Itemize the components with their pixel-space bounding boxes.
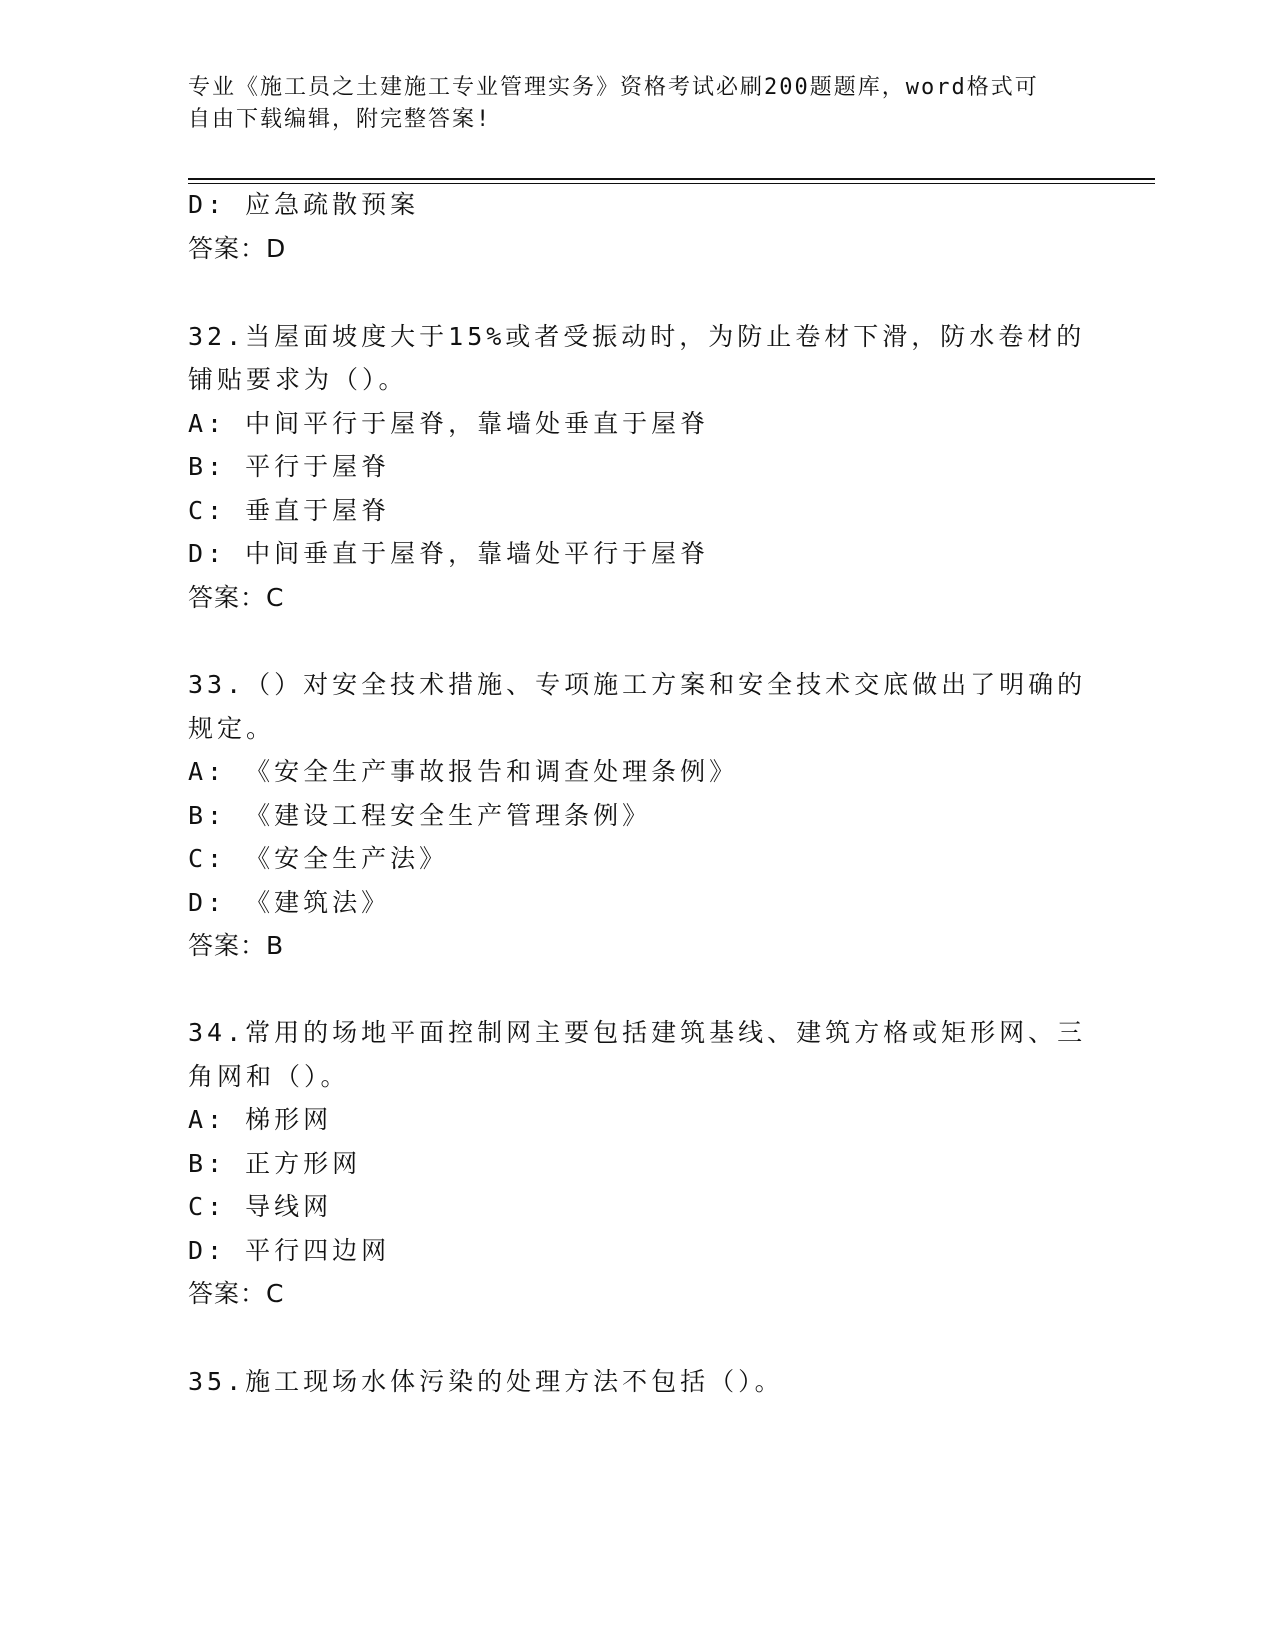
q34-option-c: C: 导线网 — [188, 1192, 333, 1221]
q33-option-c: C: 《安全生产法》 — [188, 844, 449, 873]
q34-stem-line-2: 角网和（）。 — [188, 1062, 350, 1091]
q33-option-a: A: 《安全生产事故报告和调查处理条例》 — [188, 757, 739, 786]
q31-answer: 答案：D — [188, 234, 287, 263]
q34-option-a: A: 梯形网 — [188, 1105, 333, 1134]
q33-stem-line-2: 规定。 — [188, 714, 276, 743]
q33-stem-line-1: 33.（）对安全技术措施、专项施工方案和安全技术交底做出了明确的 — [188, 670, 1087, 699]
q32-option-c: C: 垂直于屋脊 — [188, 496, 391, 525]
header-rule-thin — [188, 183, 1155, 184]
q31-option-d: D: 应急疏散预案 — [188, 190, 420, 219]
header-rule-thick — [188, 178, 1155, 180]
header-line-2: 自由下载编辑，附完整答案! — [188, 107, 492, 132]
q34-option-b: B: 正方形网 — [188, 1149, 362, 1178]
q32-stem-line-1: 32.当屋面坡度大于15%或者受振动时，为防止卷材下滑，防水卷材的 — [188, 322, 1086, 351]
header-line-1: 专业《施工员之土建施工专业管理实务》资格考试必刷200题题库，word格式可 — [188, 75, 1039, 100]
q35-stem-line-1: 35.施工现场水体污染的处理方法不包括（）。 — [188, 1367, 784, 1396]
q33-option-d: D: 《建筑法》 — [188, 888, 391, 917]
document-header — [188, 72, 1088, 136]
q32-answer: 答案：C — [188, 583, 285, 612]
q33-answer: 答案：B — [188, 931, 285, 960]
q33-option-b: B: 《建设工程安全生产管理条例》 — [188, 801, 652, 830]
q32-option-b: B: 平行于屋脊 — [188, 452, 391, 481]
q34-answer: 答案：C — [188, 1279, 285, 1308]
q32-stem-line-2: 铺贴要求为（）。 — [188, 365, 408, 394]
q32-option-a: A: 中间平行于屋脊，靠墙处垂直于屋脊 — [188, 409, 710, 438]
q32-option-d: D: 中间垂直于屋脊，靠墙处平行于屋脊 — [188, 539, 710, 568]
q34-stem-line-1: 34.常用的场地平面控制网主要包括建筑基线、建筑方格或矩形网、三 — [188, 1018, 1087, 1047]
q34-option-d: D: 平行四边网 — [188, 1236, 391, 1265]
